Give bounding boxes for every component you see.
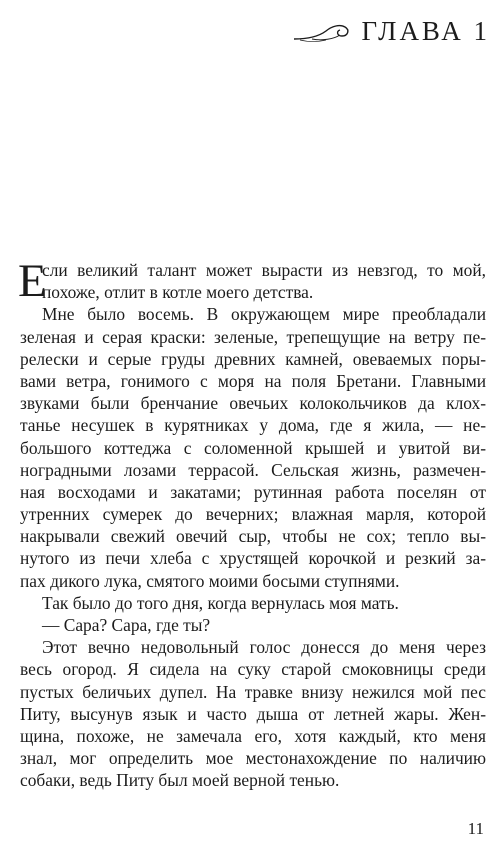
text-line: утренних сумерек до вечерних; влажная марля, которой (20, 504, 486, 525)
text-line: большого коттеджа с соломенной крышей и увитой ви- (20, 437, 486, 458)
text-line: Мне было восемь. В окружающем мире преобладали (42, 304, 486, 325)
text-line: накрывали свежий овечий сыр, чтобы не сох; тепло вы- (20, 526, 486, 547)
text-line: — Сара? Сара, где ты? (42, 615, 211, 635)
page-number: 11 (467, 819, 484, 838)
text-line: похоже, отлит в котле моего детства. (42, 282, 314, 303)
text-line: звуками были бренчание овечьих колокольчиков да клох- (20, 393, 486, 414)
text-line: релески и серые груды древних камней, овеваемых поры- (20, 348, 486, 369)
text-line: пах дикого лука, смятого моими босыми ступнями. (20, 570, 400, 591)
drop-cap: Е (18, 255, 47, 307)
chapter-header (292, 18, 490, 45)
text-line: весь огород. Я сидела на суку старой смоковницы среди (20, 659, 486, 680)
text-line: пустых беличьих дупел. На травке внизу нежился мой пес (20, 681, 486, 702)
text-line-content: сли великий талант может вырасти из невзгод, то мой, (42, 260, 486, 280)
chapter-title: ГЛАВА 1 (361, 16, 490, 46)
text-line: нутого из печи хлеба с хрустящей корочкой и резкий за- (20, 548, 486, 569)
text-line: ная восходами и закатами; рутинная работа поселян от (20, 481, 486, 502)
text-line: зеленая и серая краски: зеленые, трепещущие на ветру пе- (20, 326, 486, 347)
text-line: ноградными лозами террасой. Сельская жизнь, размечен- (20, 459, 486, 480)
flourish-ornament-icon (292, 19, 354, 45)
text-line: щина, похоже, не замечала его, хотя каждый, кто меня (20, 725, 486, 746)
text-line: Питу, высунув язык и часто дыша от летней жары. Жен- (20, 703, 486, 724)
text-line: собаки, ведь Питу был моей верной тенью. (20, 770, 340, 791)
body-text (18, 255, 486, 792)
text-line: знал, мог определить мое местонахождение по наличию (20, 748, 486, 769)
text-line: Так было до того дня, когда вернулась моя мать. (42, 592, 399, 613)
text-line: вами ветра, гонимого с моря на поля Бретани. Главными (20, 370, 486, 391)
text-line: Этот вечно недовольный голос донесся до меня через (42, 637, 486, 658)
text-line: танье несушек в курятниках у дома, где я жила, — не- (20, 415, 486, 436)
